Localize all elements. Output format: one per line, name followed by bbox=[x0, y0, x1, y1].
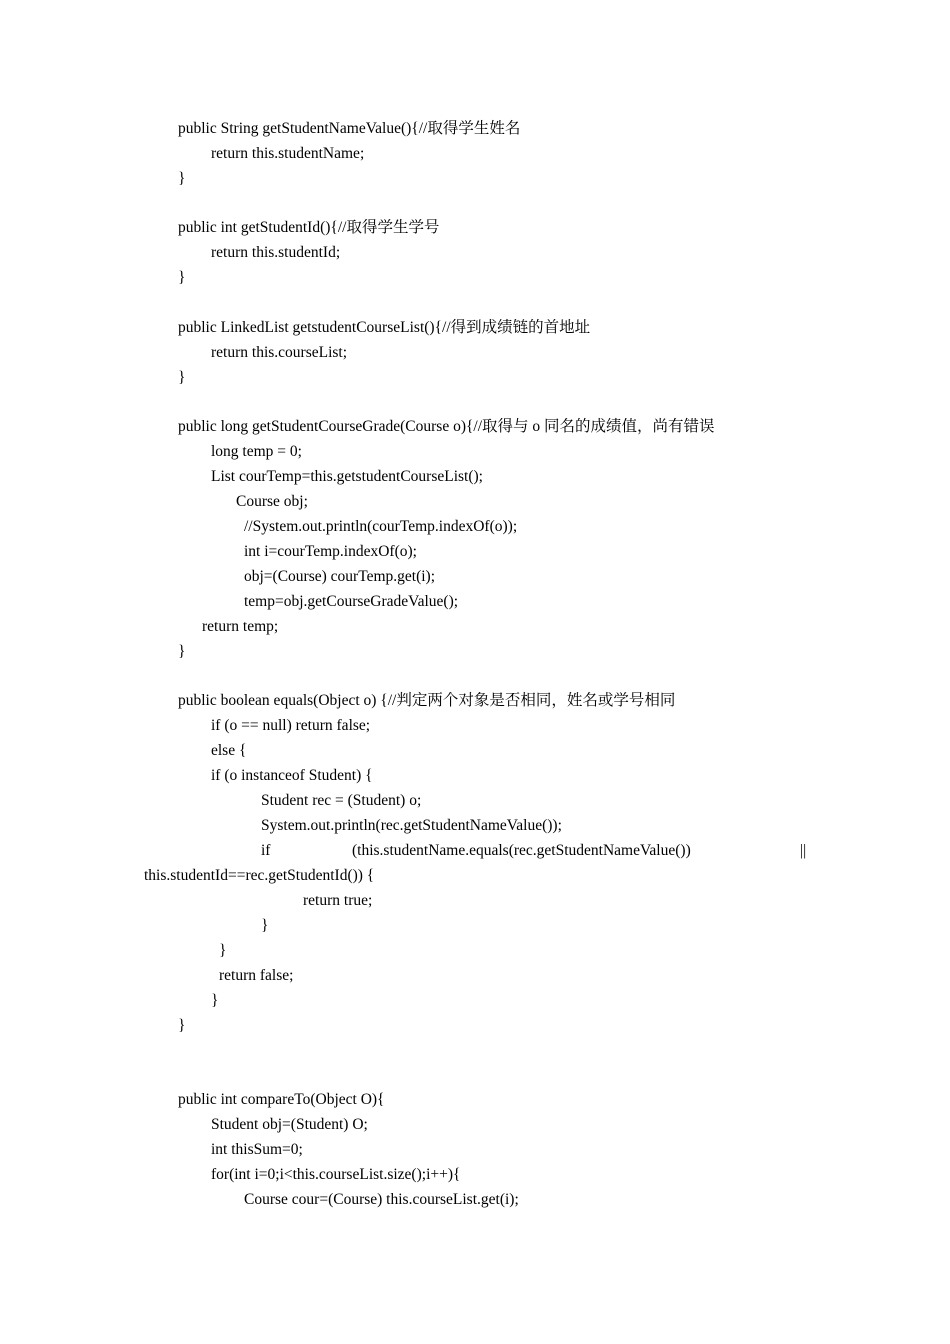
code-line: long temp = 0; bbox=[211, 443, 302, 460]
code-line: return this.studentId; bbox=[211, 244, 341, 261]
code-line: obj=(Course) courTemp.get(i); bbox=[244, 568, 436, 585]
code-line: return false; bbox=[219, 967, 294, 984]
code-line: (this.studentName.equals(rec.getStudentNameValue()) bbox=[352, 842, 691, 859]
code-line: if (o instanceof Student) { bbox=[211, 767, 373, 784]
code-line: this.studentId==rec.getStudentId()) { bbox=[144, 867, 375, 884]
code-line: public boolean equals(Object o) {//判定两个对象是否相同，姓名或学号相同 bbox=[178, 692, 676, 709]
code-line: Student obj=(Student) O; bbox=[211, 1116, 368, 1133]
code-line: int thisSum=0; bbox=[211, 1141, 303, 1158]
code-line: //System.out.println(courTemp.indexOf(o)); bbox=[244, 518, 518, 535]
code-line: return this.courseList; bbox=[211, 344, 348, 361]
code-line: } bbox=[178, 170, 186, 187]
code-line: return temp; bbox=[202, 618, 279, 635]
code-line: } bbox=[178, 643, 186, 660]
code-line: temp=obj.getCourseGradeValue(); bbox=[244, 593, 459, 610]
code-line: if bbox=[261, 842, 271, 859]
code-line: public String getStudentNameValue(){//取得学生姓名 bbox=[178, 120, 521, 137]
code-line: return this.studentName; bbox=[211, 145, 365, 162]
code-line: public LinkedList getstudentCourseList(){//得到成绩链的首地址 bbox=[178, 319, 591, 336]
code-line: Course obj; bbox=[236, 493, 308, 510]
code-line: } bbox=[261, 917, 269, 934]
code-line: public int getStudentId(){//取得学生学号 bbox=[178, 219, 440, 236]
code-line: else { bbox=[211, 742, 247, 759]
code-line: if (o == null) return false; bbox=[211, 717, 371, 734]
code-line: } bbox=[178, 369, 186, 386]
code-line: } bbox=[219, 942, 227, 959]
code-line: return true; bbox=[303, 892, 373, 909]
code-line: Course cour=(Course) this.courseList.get(i); bbox=[244, 1191, 519, 1208]
code-line: } bbox=[178, 1017, 186, 1034]
code-line: List courTemp=this.getstudentCourseList(); bbox=[211, 468, 483, 485]
code-line: public long getStudentCourseGrade(Course o){//取得与 o 同名的成绩值，尚有错误 bbox=[178, 418, 715, 435]
code-line: || bbox=[800, 842, 807, 859]
code-line: } bbox=[178, 269, 186, 286]
code-line: for(int i=0;i<this.courseList.size();i++){ bbox=[211, 1166, 461, 1183]
code-line: int i=courTemp.indexOf(o); bbox=[244, 543, 417, 560]
code-line: } bbox=[211, 992, 219, 1009]
code-line: Student rec = (Student) o; bbox=[261, 792, 422, 809]
code-line: System.out.println(rec.getStudentNameValue()); bbox=[261, 817, 562, 834]
code-line: public int compareTo(Object O){ bbox=[178, 1091, 385, 1108]
